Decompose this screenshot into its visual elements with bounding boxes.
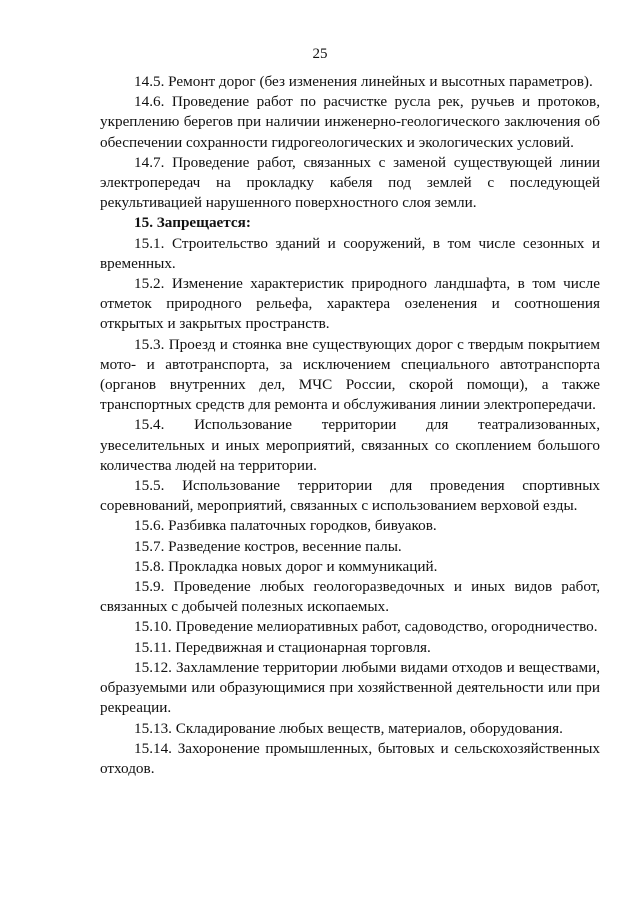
clause-number: 15.10. xyxy=(134,618,172,636)
clause-text: Проведение любых геологоразведочных и иных видов работ, связанных с добычей полезных ископаемых. xyxy=(100,578,600,616)
clause-text: Проведение работ, связанных с заменой существующей линии электропередач на прокладку кабеля под землей с последующей рекультивацией нарушенного поверхностного слоя земли. xyxy=(100,153,601,212)
clause-number: 14.5. xyxy=(134,73,165,90)
clause-number: 15.8. xyxy=(134,557,165,575)
document-body xyxy=(100,72,600,779)
paragraph-14-5 xyxy=(100,72,600,92)
clause-number: 15.2. xyxy=(134,275,165,293)
paragraph-15-8 xyxy=(100,557,600,577)
clause-text: Проведение работ по расчистке русла рек, ручьев и протоков, укреплению берегов при наличии инженерно-геологического заключения об обеспечении сохранности гидрогеологических и экологических условий. xyxy=(100,93,600,151)
clause-number: 15.14. xyxy=(134,739,172,757)
clause-text: Изменение характеристик природного ландшафта, в том числе отметок природного рельефа, характера озеленения и соотношения открытых и закрытых пространств. xyxy=(100,275,600,333)
clause-number: 14.7. xyxy=(134,153,165,171)
paragraph-15-14 xyxy=(100,739,600,779)
clause-text: Разведение костров, весенние палы. xyxy=(168,537,402,555)
clause-text: Проведение мелиоративных работ, садоводство, огородничество. xyxy=(175,618,598,636)
clause-number: 15.1. xyxy=(134,234,165,252)
clause-text: Использование территории для театрализованных, увеселительных и иных мероприятий, связанных со скоплением большого количества людей на территории. xyxy=(100,416,601,474)
clause-number: 15.3. xyxy=(134,335,165,353)
paragraph-15-13 xyxy=(100,719,600,739)
clause-number: 15.5. xyxy=(134,477,165,495)
clause-number: 15.4. xyxy=(134,416,165,434)
paragraph-15-7 xyxy=(100,537,600,557)
clause-text: Разбивка палаточных городков, бивуаков. xyxy=(168,517,437,535)
clause-text: Ремонт дорог (без изменения линейных и высотных параметров). xyxy=(168,73,593,90)
paragraph-15-10 xyxy=(100,617,600,637)
clause-text: Строительство зданий и сооружений, в том числе сезонных и временных. xyxy=(100,234,601,272)
paragraph-15-4 xyxy=(100,415,600,476)
paragraph-14-6 xyxy=(100,92,600,153)
clause-text: Захламление территории любыми видами отходов и веществами, образуемыми или образующимися при хозяйственной деятельности или при рекреации. xyxy=(100,658,600,717)
clause-text: Прокладка новых дорог и коммуникаций. xyxy=(168,557,438,575)
paragraph-15-9 xyxy=(100,577,600,617)
paragraph-15-5 xyxy=(100,476,600,516)
paragraph-15-11 xyxy=(100,638,600,658)
clause-text: Передвижная и стационарная торговля. xyxy=(175,638,431,656)
clause-text: Использование территории для проведения спортивных соревнований, мероприятий, связанных с использованием верховой езды. xyxy=(100,477,600,515)
paragraph-15-6 xyxy=(100,516,600,536)
paragraph-14-7 xyxy=(100,153,600,214)
clause-text: Складирование любых веществ, материалов, оборудования. xyxy=(175,719,563,737)
section-title: Запрещается: xyxy=(156,214,251,232)
section-heading-15 xyxy=(100,213,600,233)
clause-number: 15.6. xyxy=(134,517,165,535)
paragraph-15-2 xyxy=(100,274,600,335)
clause-number: 15.13. xyxy=(134,719,172,737)
clause-text: Захоронение промышленных, бытовых и сельскохозяйственных отходов. xyxy=(100,739,600,777)
clause-number: 15.9. xyxy=(134,578,165,596)
clause-number: 14.6. xyxy=(134,93,165,111)
section-number: 15. xyxy=(134,214,153,232)
paragraph-15-12 xyxy=(100,658,600,719)
clause-number: 15.12. xyxy=(134,658,172,676)
paragraph-15-3 xyxy=(100,335,600,416)
page-number: 25 xyxy=(312,46,328,62)
clause-number: 15.11. xyxy=(134,638,172,656)
clause-text: Проезд и стоянка вне существующих дорог с твердым покрытием мото- и автотранспорта, за исключением специального автотранспорта (органов внутренних дел, МЧС России, скорой помощи), а также транспортных средств для ремонта и обслуживания линии электропередачи. xyxy=(100,335,600,414)
clause-number: 15.7. xyxy=(134,537,165,555)
paragraph-15-1 xyxy=(100,234,600,274)
